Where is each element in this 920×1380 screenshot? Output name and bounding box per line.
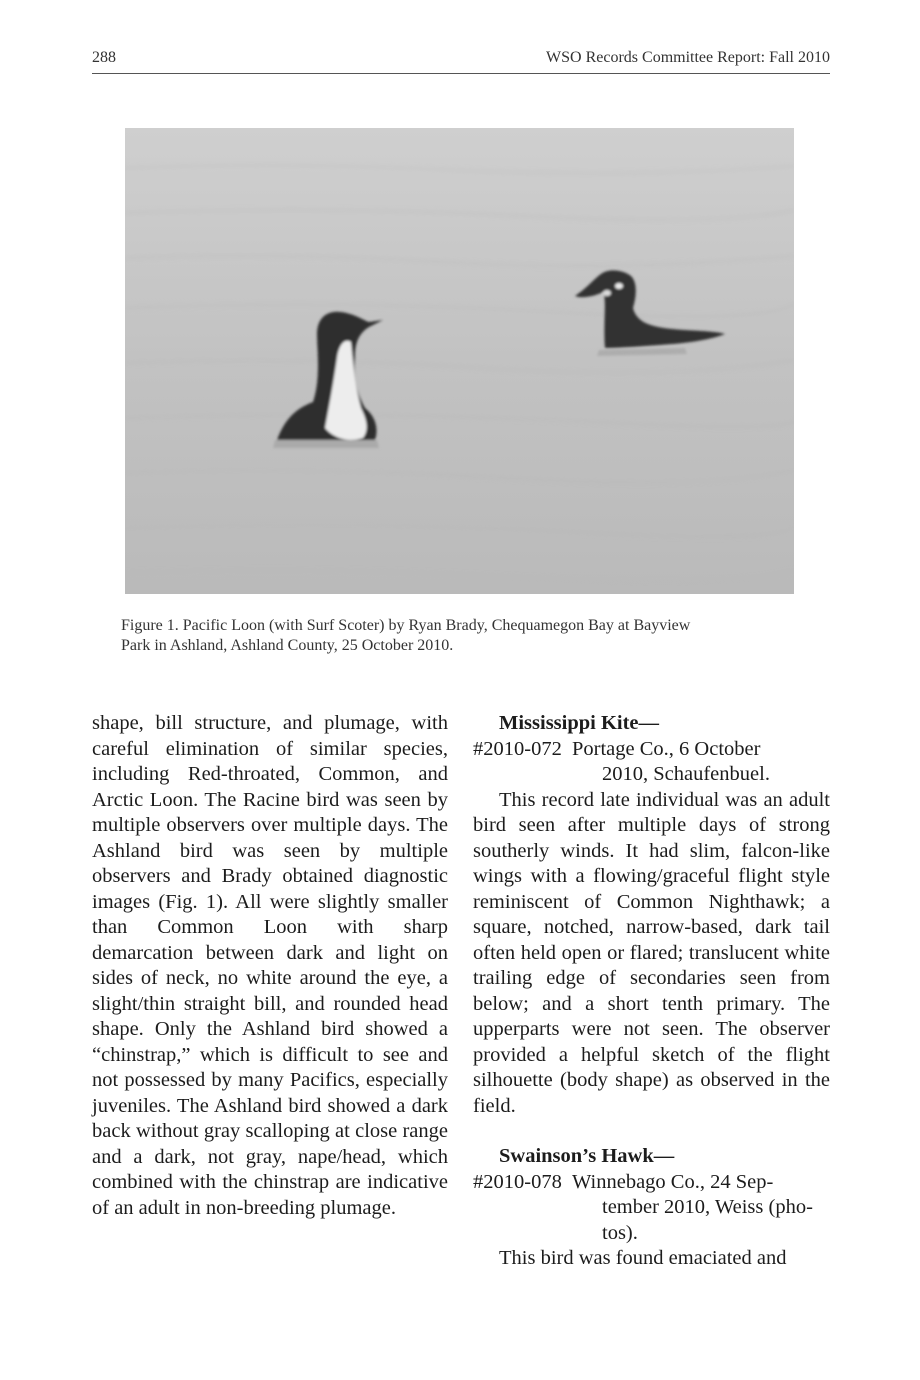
- record-line: 2010, Schaufenbuel.: [602, 763, 770, 785]
- record-number: #2010-072: [473, 737, 562, 760]
- caption-line: Park in Ashland, Ashland County, 25 October 2010.: [121, 637, 454, 654]
- caption-line: Figure 1. Pacific Loon (with Surf Scoter) by Ryan Brady, Chequamegon Bay at Bayview: [121, 617, 691, 634]
- record-line: Winnebago Co., 24 Sep-: [572, 1170, 774, 1193]
- running-header: [92, 49, 830, 74]
- species-heading-hawk: Swainson’s Hawk—: [499, 1145, 675, 1167]
- record-entry-kite: [473, 737, 830, 763]
- record-line: tos).: [602, 1221, 638, 1244]
- kite-description-paragraph: This record late individual was an adult bird seen after multiple days of strong southerly winds. It had slim, falcon-like wings with a flowing/graceful flight style reminiscent of Common Nighthawk; a square, notched, narrow-based, dark tail often held open or flared; translucent white trailing edge of secondaries seen from below; and a short tenth primary. The upperparts were not seen. The observer provided a helpful sketch of the flight silhouette (body shape) as observed in the field.: [473, 788, 830, 1117]
- left-column: [92, 711, 448, 1221]
- page-number: 288: [92, 49, 116, 66]
- figure-caption: [121, 616, 801, 656]
- record-entry-hawk: [473, 1170, 830, 1196]
- record-details: [572, 1170, 830, 1196]
- record-line: Portage Co., 6 October: [572, 737, 761, 760]
- record-number: #2010-078: [473, 1170, 562, 1193]
- record-details: [572, 737, 830, 763]
- figure-photo: [125, 128, 794, 594]
- hawk-description-paragraph: This bird was found emaciated and: [499, 1247, 787, 1269]
- species-heading-kite: Mississippi Kite—: [499, 712, 660, 734]
- section-spacer: [473, 1119, 830, 1144]
- record-line: tember 2010, Weiss (pho-: [602, 1196, 813, 1218]
- loon-discussion-paragraph: shape, bill structure, and plumage, with careful elimination of similar species, including Red-throated, Common, and Arctic Loon. The Racine bird was seen by multiple observers over multiple days. The Ashland bird was seen by multiple observers and Brady obtained diagnostic images (Fig. 1). All were slightly smaller than Common Loon with sharp demarcation between dark and light on sides of neck, no white around the eye, a slight/thin straight bill, and rounded head shape. Only the Ashland bird showed a “chinstrap,” which is difficult to see and not possessed by many Pacifics, especially juveniles. The Ashland bird showed a dark back without gray scalloping at close range and a dark, not gray, nape/head, which combined with the chinstrap are indicative of an adult in non-breeding plumage.: [92, 712, 448, 1219]
- running-title: WSO Records Committee Report: Fall 2010: [546, 49, 830, 66]
- right-column: [473, 711, 830, 1272]
